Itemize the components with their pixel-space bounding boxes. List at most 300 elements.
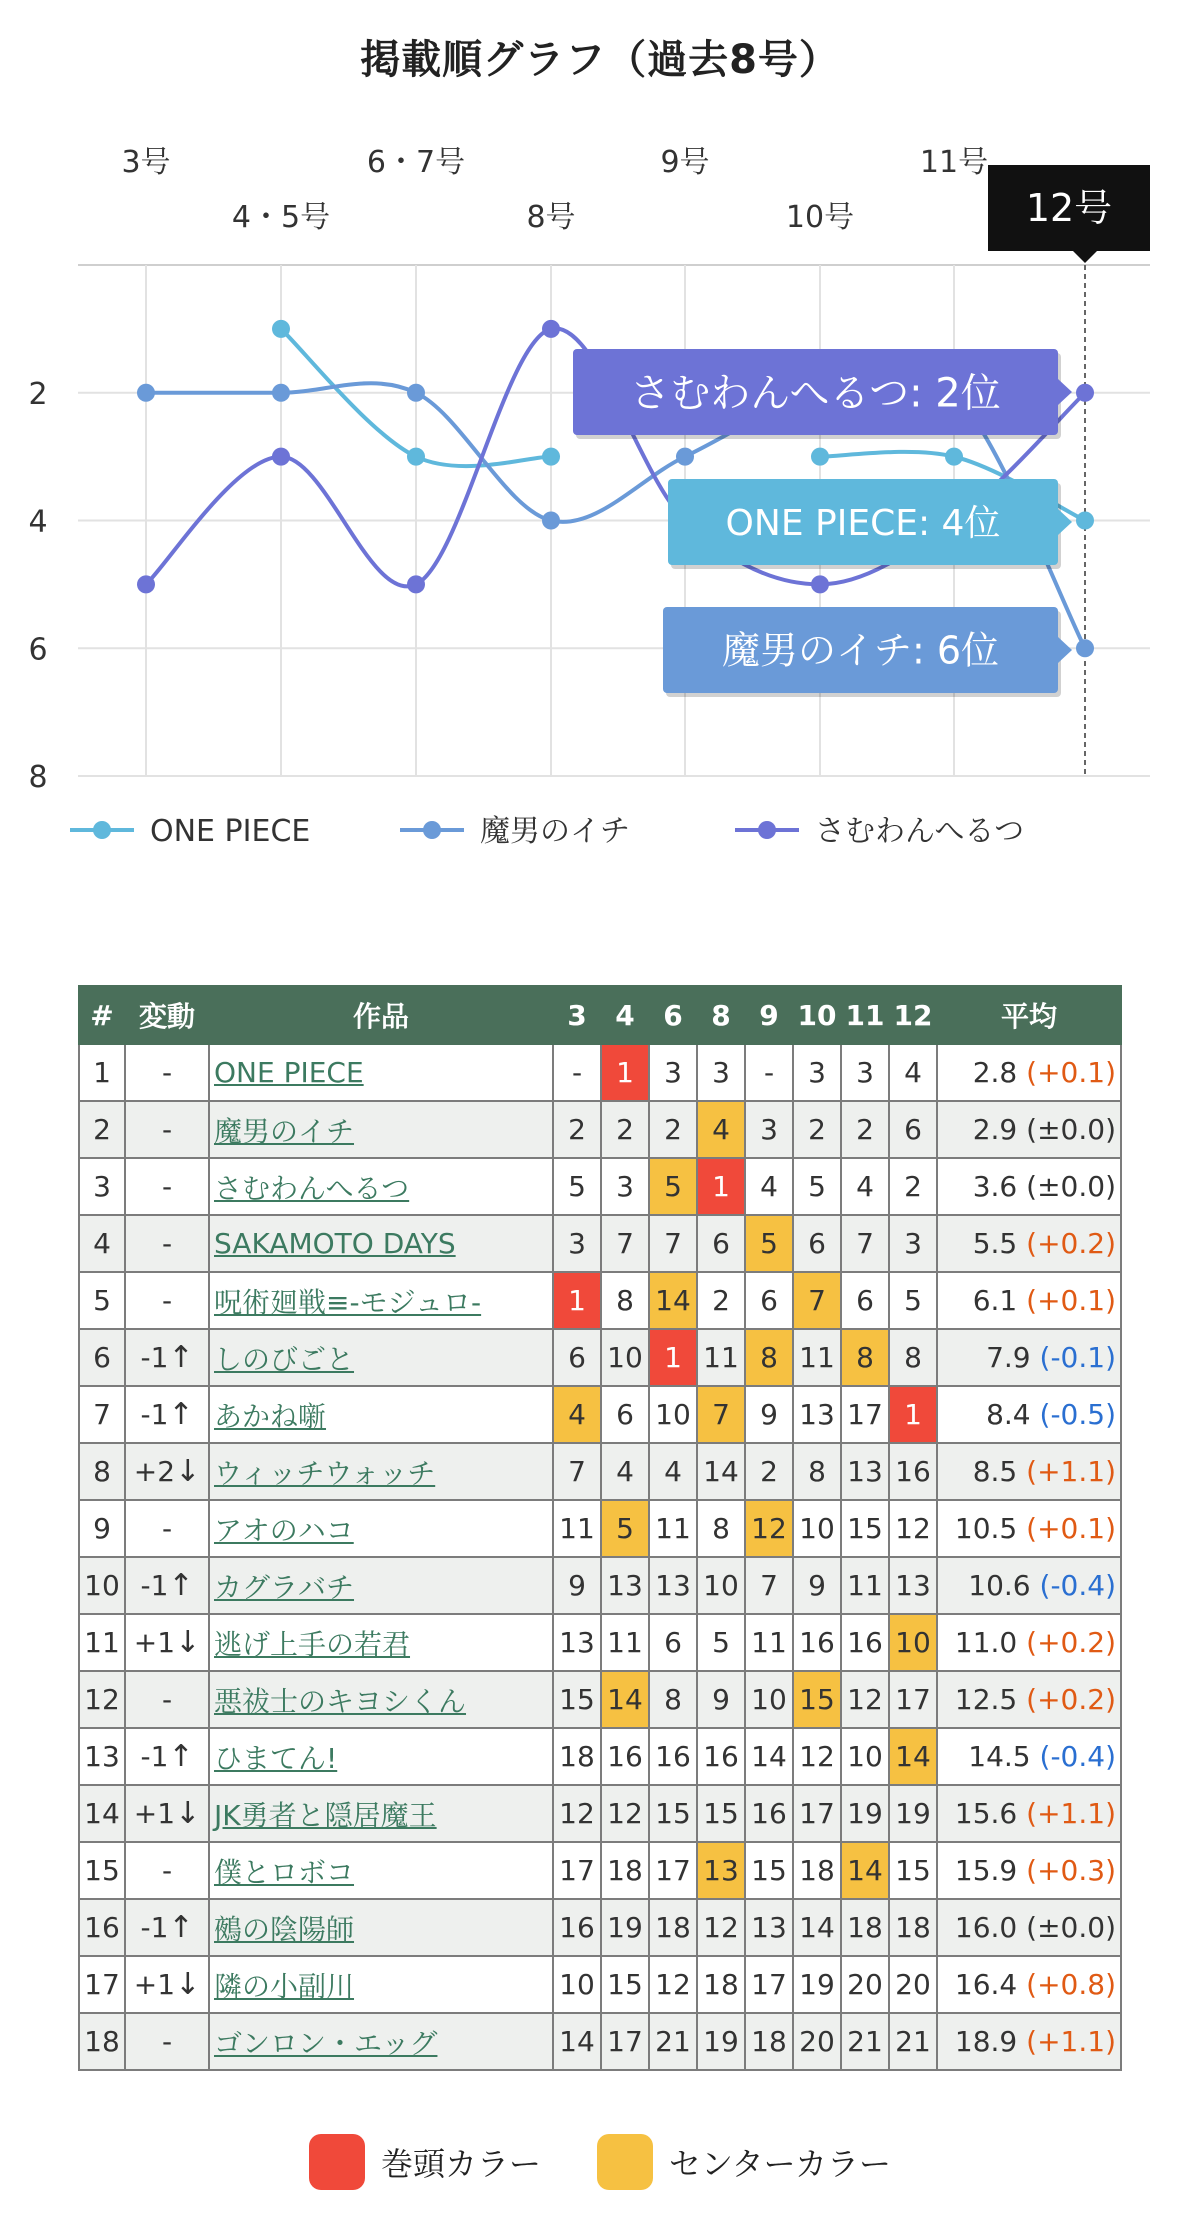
rank-value-cell: 16 (649, 1728, 697, 1785)
change-cell (125, 1272, 209, 1329)
rank-value-cell: 11 (697, 1329, 745, 1386)
data-point (272, 320, 290, 338)
data-point (542, 512, 560, 530)
rank-value-cell: 16 (601, 1728, 649, 1785)
rank-value-cell: 14 (889, 1728, 937, 1785)
change-value: - (161, 1170, 173, 1203)
title-link[interactable]: カグラバチ (214, 1570, 355, 1604)
rank-value-cell: 5 (697, 1614, 745, 1671)
x-category-label: 3号 (121, 145, 171, 180)
title-link[interactable]: しのびごと (214, 1342, 355, 1376)
change-cell (125, 1158, 209, 1215)
rank-value-cell: 10 (793, 1500, 841, 1557)
table-row (79, 1842, 1121, 1899)
change-value: - (161, 1683, 173, 1716)
rank-value-cell: 3 (697, 1044, 745, 1101)
header-issue-9[interactable]: 9 (745, 986, 793, 1044)
rank-value-cell: 6 (889, 1101, 937, 1158)
rank-value-cell: 10 (601, 1329, 649, 1386)
average-cell (937, 1272, 1121, 1329)
data-point (811, 575, 829, 593)
rank-value-cell: 6 (649, 1614, 697, 1671)
rank-value-cell: 1 (553, 1272, 601, 1329)
rank-value-cell: 20 (841, 1956, 889, 2013)
title-link[interactable]: 逃げ上手の若君 (214, 1627, 411, 1661)
average-cell (937, 1956, 1121, 2013)
average-cell (937, 1899, 1121, 1956)
rank-cell: 6 (79, 1329, 125, 1386)
legend-item (400, 814, 630, 849)
change-cell (125, 1044, 209, 1101)
arrow-down-icon: ↓ (175, 1967, 201, 2002)
change-value: - (161, 1854, 173, 1887)
average-cell (937, 1386, 1121, 1443)
title-cell (209, 1158, 553, 1215)
rank-value-cell: 6 (553, 1329, 601, 1386)
rank-value-cell: 14 (553, 2013, 601, 2070)
rank-value-cell: 11 (841, 1557, 889, 1614)
rank-cell: 5 (79, 1272, 125, 1329)
average-diff: (±0.0) (1026, 1170, 1116, 1203)
rank-value-cell: 3 (745, 1101, 793, 1158)
average-cell (937, 1557, 1121, 1614)
rank-value-cell: 20 (793, 2013, 841, 2070)
rank-value-cell: 13 (553, 1614, 601, 1671)
rank-value-cell: 4 (889, 1044, 937, 1101)
rank-value-cell: 11 (745, 1614, 793, 1671)
tooltip-label: 魔男のイチ: 6位 (721, 628, 1000, 673)
center-color-label: センターカラー (668, 2145, 892, 2183)
rank-cell: 1 (79, 1044, 125, 1101)
change-cell (125, 1443, 209, 1500)
rank-value-cell: 18 (841, 1899, 889, 1956)
change-value: - (161, 1056, 173, 1089)
rank-value-cell: 12 (793, 1728, 841, 1785)
rank-value-cell: 4 (601, 1443, 649, 1500)
change-cell (125, 1500, 209, 1557)
rank-cell: 12 (79, 1671, 125, 1728)
rank-value-cell: 2 (697, 1272, 745, 1329)
rank-value-cell: 19 (697, 2013, 745, 2070)
average-diff: (+0.1) (1026, 1512, 1116, 1545)
rank-value-cell: 4 (697, 1101, 745, 1158)
rank-value-cell: 21 (841, 2013, 889, 2070)
average-diff: (±0.0) (1026, 1911, 1116, 1944)
rank-value-cell: 6 (697, 1215, 745, 1272)
rank-value-cell: 17 (889, 1671, 937, 1728)
rank-value-cell: 21 (649, 2013, 697, 2070)
tooltip-pointer (1073, 251, 1097, 263)
change-value: -1 (140, 1341, 169, 1374)
average-cell (937, 2013, 1121, 2070)
data-point (137, 384, 155, 402)
x-category-label: 11号 (919, 145, 989, 180)
rank-value-cell: 18 (649, 1899, 697, 1956)
title-cell (209, 1386, 553, 1443)
average-cell (937, 1101, 1121, 1158)
rank-cell: 8 (79, 1443, 125, 1500)
data-point (542, 320, 560, 338)
rank-value-cell: - (553, 1044, 601, 1101)
rank-value-cell: 2 (889, 1158, 937, 1215)
arrow-down-icon: ↓ (175, 1625, 201, 1660)
title-cell (209, 1443, 553, 1500)
header-issue-3[interactable]: 3 (553, 986, 601, 1044)
x-category-label: 8号 (526, 200, 576, 235)
rank-value-cell: 1 (697, 1158, 745, 1215)
table-body (79, 1044, 1121, 2070)
average-cell (937, 1614, 1121, 1671)
rank-value-cell: 5 (889, 1272, 937, 1329)
header-issue-8[interactable]: 8 (697, 986, 745, 1044)
average-cell (937, 1443, 1121, 1500)
average-diff: (+0.1) (1026, 1284, 1116, 1317)
rank-cell: 3 (79, 1158, 125, 1215)
center-color-swatch (597, 2134, 653, 2190)
title-link[interactable]: 鵺の陰陽師 (214, 1912, 355, 1946)
average-cell (937, 1671, 1121, 1728)
rank-value-cell: 8 (697, 1500, 745, 1557)
data-point (407, 448, 425, 466)
rank-value-cell: 12 (601, 1785, 649, 1842)
rank-value-cell: 1 (649, 1329, 697, 1386)
rank-cell: 10 (79, 1557, 125, 1614)
rank-value-cell: 16 (553, 1899, 601, 1956)
change-value: - (161, 1113, 173, 1146)
average-diff: (+0.2) (1026, 1626, 1116, 1659)
title-cell (209, 1557, 553, 1614)
change-cell (125, 1215, 209, 1272)
rank-value-cell: 13 (793, 1386, 841, 1443)
change-value: - (161, 1284, 173, 1317)
rank-value-cell: 3 (841, 1044, 889, 1101)
change-cell (125, 1614, 209, 1671)
rank-cell: 2 (79, 1101, 125, 1158)
arrow-up-icon: ↑ (168, 1739, 194, 1774)
title-cell (209, 1272, 553, 1329)
average-diff: (-0.1) (1039, 1341, 1116, 1374)
data-point (272, 384, 290, 402)
rank-value-cell: 13 (745, 1899, 793, 1956)
table-row (79, 1956, 1121, 2013)
rank-value-cell: 2 (793, 1101, 841, 1158)
rank-value-cell: 5 (793, 1158, 841, 1215)
title-cell (209, 1614, 553, 1671)
title-cell (209, 1500, 553, 1557)
rank-value-cell: 12 (745, 1500, 793, 1557)
table-row (79, 1614, 1121, 1671)
rank-value-cell: 11 (553, 1500, 601, 1557)
rank-value-cell: 2 (553, 1101, 601, 1158)
color-legend (0, 2132, 1200, 2192)
x-category-label: 9号 (660, 145, 710, 180)
rank-value-cell: 7 (553, 1443, 601, 1500)
average-diff: (+0.8) (1026, 1968, 1116, 2001)
title-link[interactable]: ひまてん! (214, 1741, 338, 1775)
title-link[interactable]: 隣の小副川 (214, 1969, 355, 2003)
change-value: +1 (133, 1968, 176, 2001)
average-value: 15.6 (954, 1797, 1018, 1830)
title-link[interactable]: JK勇者と隠居魔王 (214, 1798, 437, 1832)
average-diff: (±0.0) (1026, 1113, 1116, 1146)
title-cell (209, 1785, 553, 1842)
rank-value-cell: 15 (553, 1671, 601, 1728)
change-value: +1 (133, 1797, 176, 1830)
change-value: - (161, 1227, 173, 1260)
average-value: 16.4 (954, 1968, 1018, 2001)
rank-value-cell: 10 (841, 1728, 889, 1785)
rank-value-cell: 7 (649, 1215, 697, 1272)
table-row (79, 1557, 1121, 1614)
tooltip-arrow (1058, 379, 1072, 405)
rank-value-cell: 10 (697, 1557, 745, 1614)
table-row (79, 1272, 1121, 1329)
change-cell (125, 1956, 209, 2013)
title-link[interactable]: 僕とロボコ (214, 1855, 355, 1889)
header-issue-11[interactable]: 11 (841, 986, 889, 1044)
y-tick-label: 4 (28, 504, 48, 540)
change-value: - (161, 2025, 173, 2058)
average-value: 14.5 (968, 1740, 1031, 1773)
rank-value-cell: 7 (601, 1215, 649, 1272)
change-value: +2 (133, 1455, 176, 1488)
data-point (1076, 384, 1094, 402)
legend-label: 魔男のイチ (480, 814, 630, 849)
title-link[interactable]: SAKAMOTO DAYS (214, 1227, 456, 1260)
rank-value-cell: 15 (649, 1785, 697, 1842)
rank-value-cell: 16 (697, 1728, 745, 1785)
table-row (79, 1728, 1121, 1785)
header-change[interactable]: 変動 (125, 986, 209, 1044)
table-row (79, 1215, 1121, 1272)
average-diff: (-0.4) (1039, 1740, 1116, 1773)
rank-value-cell: 6 (745, 1272, 793, 1329)
title-cell (209, 1101, 553, 1158)
title-link[interactable]: ウィッチウォッチ (214, 1456, 436, 1490)
average-value: 15.9 (954, 1854, 1018, 1887)
table-row (79, 1329, 1121, 1386)
change-value: -1 (140, 1398, 169, 1431)
average-cell (937, 1158, 1121, 1215)
header-issue-4[interactable]: 4 (601, 986, 649, 1044)
title-cell (209, 1215, 553, 1272)
legend-marker (758, 821, 776, 839)
rank-value-cell: 13 (649, 1557, 697, 1614)
rank-value-cell: 8 (745, 1329, 793, 1386)
rank-value-cell: 15 (697, 1785, 745, 1842)
rank-value-cell: 14 (697, 1443, 745, 1500)
tooltip-label: ONE PIECE: 4位 (725, 502, 1001, 544)
rank-value-cell: 2 (601, 1101, 649, 1158)
change-cell (125, 1785, 209, 1842)
change-cell (125, 1899, 209, 1956)
header-rank[interactable]: # (79, 986, 125, 1044)
data-point (811, 448, 829, 466)
rank-cell: 18 (79, 2013, 125, 2070)
legend-label: ONE PIECE (150, 814, 311, 849)
change-value: - (161, 1512, 173, 1545)
legend-item-opening-color (309, 2134, 541, 2190)
average-cell (937, 1728, 1121, 1785)
average-diff: (-0.5) (1039, 1398, 1116, 1431)
rank-value-cell: 5 (649, 1158, 697, 1215)
header-title[interactable]: 作品 (209, 986, 553, 1044)
tooltip-label: さむわんへるつ: 2位 (630, 370, 1001, 417)
rank-value-cell: 1 (601, 1044, 649, 1101)
rank-value-cell: 17 (793, 1785, 841, 1842)
average-value: 10.5 (954, 1512, 1018, 1545)
change-cell (125, 1557, 209, 1614)
title-cell (209, 2013, 553, 2070)
rank-value-cell: 12 (697, 1899, 745, 1956)
title-cell (209, 1842, 553, 1899)
average-value: 2.9 (972, 1113, 1018, 1146)
arrow-up-icon: ↑ (168, 1568, 194, 1603)
header-issue-12[interactable]: 12 (889, 986, 937, 1044)
data-point (407, 575, 425, 593)
rank-value-cell: 17 (553, 1842, 601, 1899)
table-row (79, 1101, 1121, 1158)
average-value: 18.9 (954, 2025, 1018, 2058)
arrow-down-icon: ↓ (175, 1796, 201, 1831)
change-cell (125, 1671, 209, 1728)
rank-value-cell: 4 (649, 1443, 697, 1500)
rank-value-cell: 21 (889, 2013, 937, 2070)
table-row (79, 1044, 1121, 1101)
data-point (542, 448, 560, 466)
average-value: 2.8 (972, 1056, 1018, 1089)
table-row (79, 2013, 1121, 2070)
data-point (1076, 639, 1094, 657)
rank-value-cell: 7 (841, 1215, 889, 1272)
rank-value-cell: 5 (745, 1215, 793, 1272)
change-cell (125, 1101, 209, 1158)
average-diff: (+0.1) (1026, 1056, 1116, 1089)
arrow-up-icon: ↑ (168, 1397, 194, 1432)
rank-value-cell: 11 (793, 1329, 841, 1386)
average-diff: (+0.3) (1026, 1854, 1116, 1887)
rank-value-cell: 8 (649, 1671, 697, 1728)
rank-value-cell: 11 (649, 1500, 697, 1557)
rank-value-cell: 13 (601, 1557, 649, 1614)
arrow-up-icon: ↑ (168, 1910, 194, 1945)
table-row (79, 1158, 1121, 1215)
change-cell (125, 1842, 209, 1899)
line-chart (0, 0, 1200, 900)
change-cell (125, 1728, 209, 1785)
rank-cell: 11 (79, 1614, 125, 1671)
table-header-row (79, 986, 1121, 1044)
average-diff: (+0.2) (1026, 1683, 1116, 1716)
change-cell (125, 1386, 209, 1443)
header-issue-10[interactable]: 10 (793, 986, 841, 1044)
opening-color-swatch (309, 2134, 365, 2190)
rank-value-cell: 11 (601, 1614, 649, 1671)
legend-item (735, 814, 1024, 849)
rank-value-cell: 12 (841, 1671, 889, 1728)
rank-value-cell: 9 (553, 1557, 601, 1614)
average-cell (937, 1215, 1121, 1272)
rank-value-cell: 4 (745, 1158, 793, 1215)
rank-cell: 7 (79, 1386, 125, 1443)
rank-value-cell: 19 (841, 1785, 889, 1842)
rank-value-cell: 15 (601, 1956, 649, 2013)
rank-value-cell: 7 (793, 1272, 841, 1329)
change-value: -1 (140, 1911, 169, 1944)
header-average[interactable]: 平均 (937, 986, 1121, 1044)
data-point (676, 448, 694, 466)
average-cell (937, 1329, 1121, 1386)
data-point (407, 384, 425, 402)
title-link[interactable]: あかね噺 (214, 1399, 327, 1433)
rank-cell: 14 (79, 1785, 125, 1842)
rank-value-cell: 17 (745, 1956, 793, 2013)
rank-value-cell: 12 (649, 1956, 697, 2013)
rank-value-cell: 18 (889, 1899, 937, 1956)
x-category-label: 10号 (785, 200, 855, 235)
title-link[interactable]: アオのハコ (214, 1513, 354, 1547)
rank-value-cell: 10 (649, 1386, 697, 1443)
rank-value-cell: 20 (889, 1956, 937, 2013)
title-link[interactable]: ONE PIECE (214, 1056, 364, 1089)
rank-value-cell: 15 (745, 1842, 793, 1899)
rank-value-cell: 9 (793, 1557, 841, 1614)
chart-title: 掲載順グラフ（過去8号） (360, 37, 840, 83)
title-link[interactable]: 呪術廻戦≡-モジュロ- (214, 1285, 482, 1319)
ranking-table (78, 985, 1122, 2071)
y-tick-label: 8 (28, 760, 48, 795)
title-link[interactable]: 魔男のイチ (214, 1114, 355, 1148)
rank-value-cell: 7 (697, 1386, 745, 1443)
rank-value-cell: 8 (601, 1272, 649, 1329)
rank-value-cell: 13 (697, 1842, 745, 1899)
rank-value-cell: 6 (601, 1386, 649, 1443)
rank-value-cell: 14 (745, 1728, 793, 1785)
average-value: 5.5 (972, 1227, 1018, 1260)
rank-value-cell: 3 (793, 1044, 841, 1101)
rank-value-cell: 12 (889, 1500, 937, 1557)
rank-value-cell: 3 (649, 1044, 697, 1101)
rank-value-cell: 5 (601, 1500, 649, 1557)
rank-value-cell: 3 (601, 1158, 649, 1215)
average-value: 6.1 (972, 1284, 1018, 1317)
change-value: -1 (140, 1740, 169, 1773)
rank-cell: 9 (79, 1500, 125, 1557)
average-value: 10.6 (968, 1569, 1031, 1602)
rank-value-cell: 2 (649, 1101, 697, 1158)
rank-cell: 15 (79, 1842, 125, 1899)
average-cell (937, 1785, 1121, 1842)
average-cell (937, 1500, 1121, 1557)
rank-value-cell: 10 (745, 1671, 793, 1728)
rank-value-cell: 4 (841, 1158, 889, 1215)
table-row (79, 1671, 1121, 1728)
arrow-down-icon: ↓ (175, 1454, 201, 1489)
title-link[interactable]: ゴンロン・エッグ (214, 2026, 438, 2060)
header-issue-6[interactable]: 6 (649, 986, 697, 1044)
average-diff: (+1.1) (1026, 1797, 1116, 1830)
rank-value-cell: 18 (553, 1728, 601, 1785)
tooltip-arrow (1058, 637, 1072, 663)
rank-cell: 16 (79, 1899, 125, 1956)
rank-value-cell: 4 (553, 1386, 601, 1443)
average-value: 11.0 (954, 1626, 1018, 1659)
title-link[interactable]: さむわんへるつ (214, 1171, 410, 1205)
rank-value-cell: 18 (745, 2013, 793, 2070)
opening-color-label: 巻頭カラー (380, 2145, 541, 2183)
title-link[interactable]: 悪祓士のキヨシくん (214, 1684, 467, 1718)
rank-value-cell: 14 (793, 1899, 841, 1956)
